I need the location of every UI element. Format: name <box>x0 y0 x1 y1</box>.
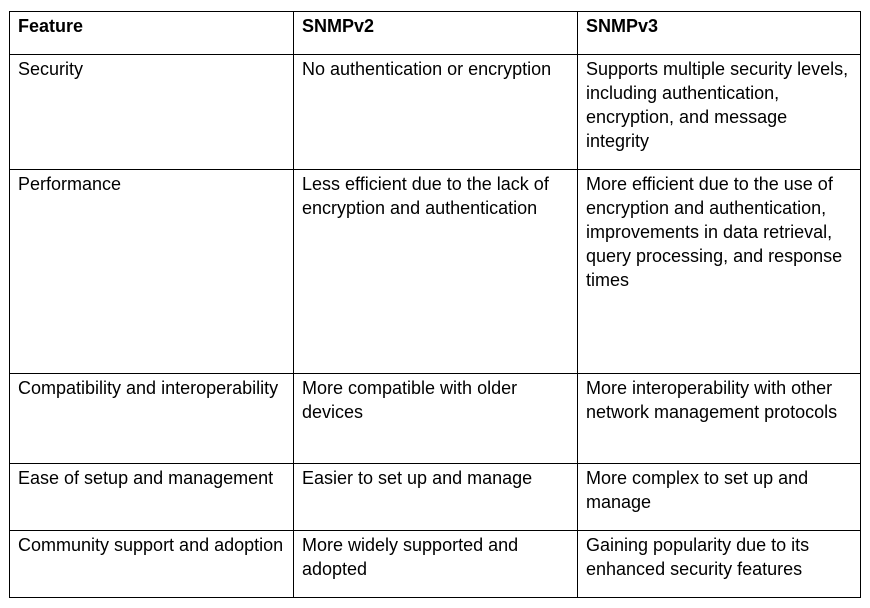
cell-snmpv2: More compatible with older devices <box>294 374 578 464</box>
table-row <box>10 374 861 464</box>
cell-feature: Security <box>10 55 294 170</box>
table-row <box>10 170 861 374</box>
cell-snmpv3: Gaining popularity due to its enhanced security features <box>578 531 861 598</box>
cell-feature: Community support and adoption <box>10 531 294 598</box>
cell-snmpv2: More widely supported and adopted <box>294 531 578 598</box>
cell-snmpv3: More interoperability with other network management protocols <box>578 374 861 464</box>
cell-snmpv2: Easier to set up and manage <box>294 464 578 531</box>
header-feature: Feature <box>10 12 294 55</box>
cell-snmpv2: Less efficient due to the lack of encryption and authentication <box>294 170 578 374</box>
cell-feature: Ease of setup and management <box>10 464 294 531</box>
cell-snmpv2: No authentication or encryption <box>294 55 578 170</box>
table-row <box>10 531 861 598</box>
comparison-table <box>9 11 861 598</box>
table-row <box>10 464 861 531</box>
table-row <box>10 55 861 170</box>
cell-feature: Performance <box>10 170 294 374</box>
cell-feature: Compatibility and interoperability <box>10 374 294 464</box>
cell-snmpv3: More complex to set up and manage <box>578 464 861 531</box>
header-snmpv3: SNMPv3 <box>578 12 861 55</box>
table-header-row <box>10 12 861 55</box>
cell-snmpv3: More efficient due to the use of encryption and authentication, improvements in data retrieval, query processing, and response times <box>578 170 861 374</box>
cell-snmpv3: Supports multiple security levels, including authentication, encryption, and message integrity <box>578 55 861 170</box>
header-snmpv2: SNMPv2 <box>294 12 578 55</box>
